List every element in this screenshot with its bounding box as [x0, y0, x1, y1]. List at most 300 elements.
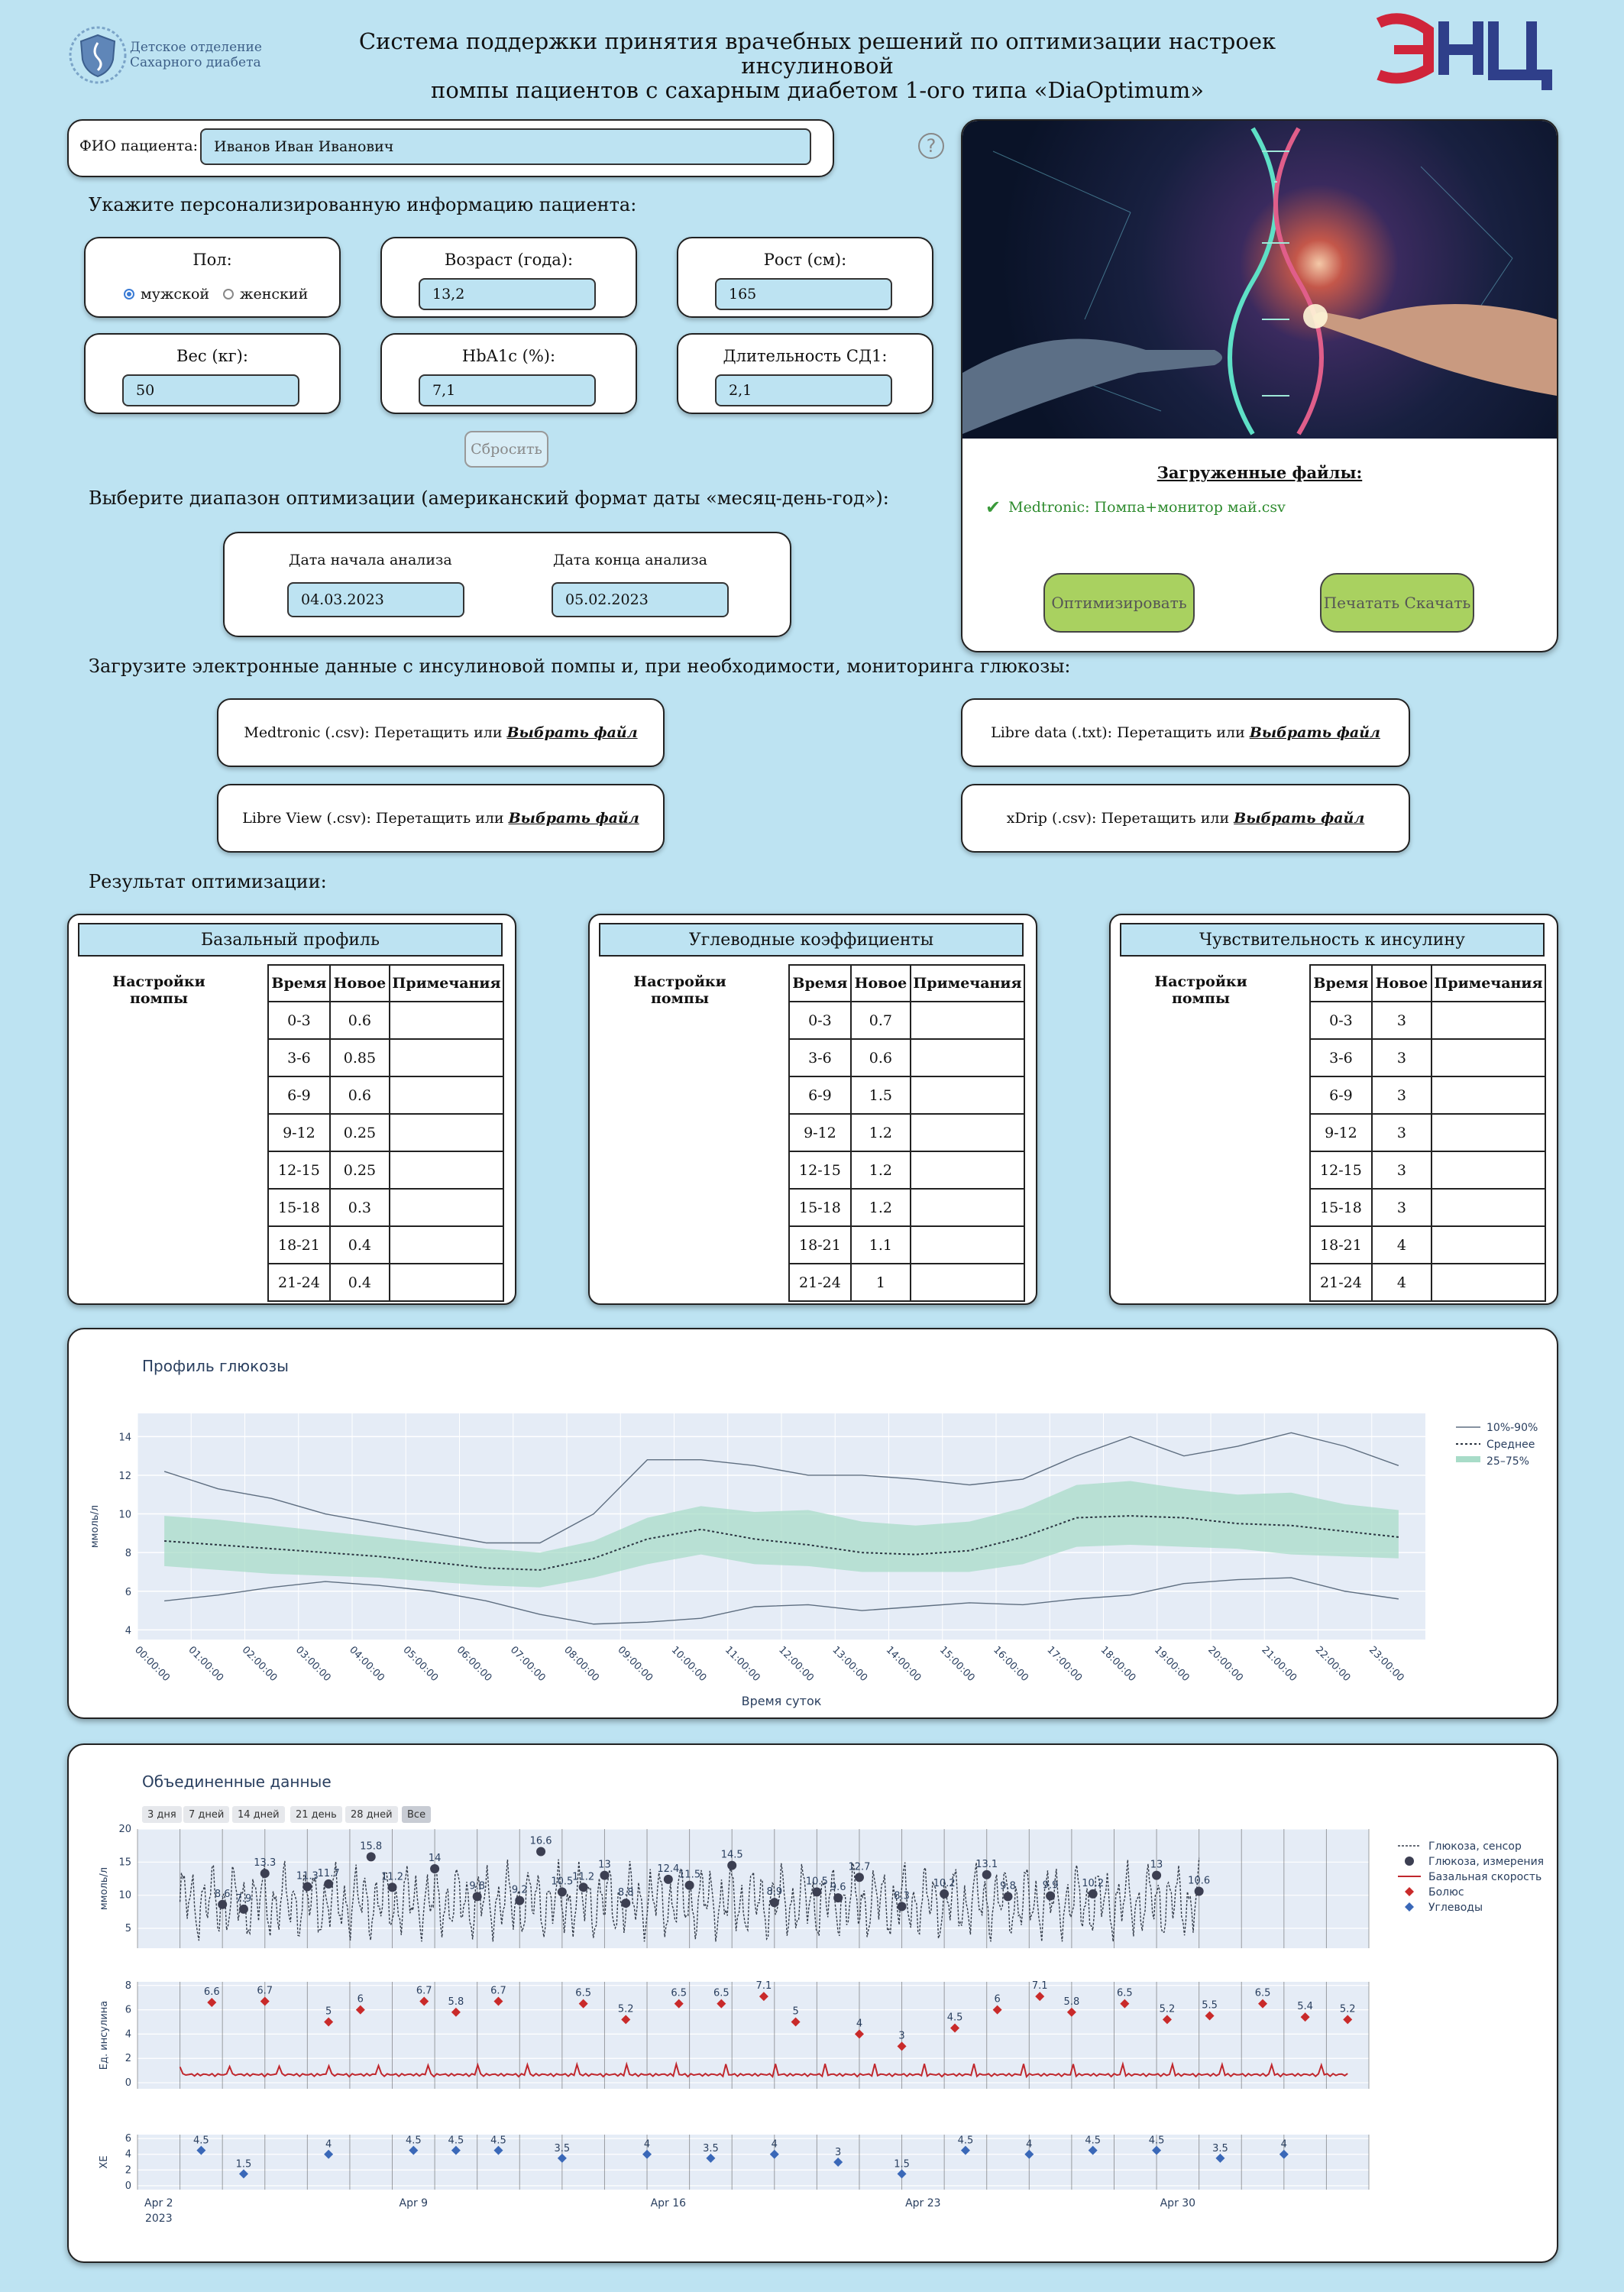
range-button[interactable]: 7 дней: [183, 1806, 229, 1823]
y-tick-label: 10: [118, 1509, 131, 1521]
carb-value-label: 1.5: [894, 2158, 910, 2171]
glucose-measurement-point: [515, 1896, 524, 1905]
bolus-value-label: 6.5: [1117, 1987, 1133, 1999]
result-title-carb: Углеводные коэффициенты: [599, 923, 1024, 957]
table-cell: 12-15: [789, 1151, 851, 1189]
x-tick-label: 21:00:00: [1259, 1644, 1299, 1685]
legend-label: Глюкоза, сенсор: [1428, 1840, 1522, 1853]
x-tick-label: 01:00:00: [186, 1644, 226, 1685]
glucose-value-label: 8.8: [617, 1887, 634, 1899]
table-cell: 3: [1372, 1039, 1432, 1076]
legend-label: Глюкоза, измерения: [1428, 1856, 1545, 1868]
bolus-value-label: 5.2: [617, 2003, 634, 2015]
table-cell: 1.1: [851, 1226, 911, 1264]
glucose-measurement-point: [685, 1881, 694, 1890]
carb-value-label: 4: [1026, 2138, 1033, 2151]
table-row: [268, 1151, 503, 1189]
bolus-value-label: 5.2: [1339, 2003, 1356, 2015]
bolus-value-label: 6.5: [671, 1987, 687, 1999]
enc-logo: [1371, 8, 1562, 92]
result-title-sens: Чувствительность к инсулину: [1120, 923, 1545, 957]
table-row: [268, 1076, 503, 1114]
y-tick-label: 6: [125, 1586, 131, 1598]
table-cell: [911, 1264, 1024, 1301]
age-box: [380, 237, 637, 318]
y-tick-label: 2: [125, 2164, 131, 2177]
legend-label: 10%-90%: [1487, 1422, 1538, 1434]
legend-swatch: [1405, 1857, 1414, 1866]
bolus-value-label: 5: [792, 2006, 799, 2018]
table-cell: 9-12: [268, 1114, 330, 1151]
glucose-value-label: 9.6: [830, 1882, 846, 1894]
end-date-input[interactable]: 05.02.2023: [552, 582, 729, 617]
x-tick-label: 18:00:00: [1098, 1644, 1138, 1685]
table-cell: [1432, 1226, 1545, 1264]
carb-value-label: 3: [835, 2147, 842, 2158]
glucose-value-label: 11.7: [317, 1867, 340, 1879]
y-axis-label: Ед. инсулина: [99, 2000, 110, 2070]
x-tick-label: 10:00:00: [668, 1644, 709, 1685]
table-cell: 6-9: [268, 1076, 330, 1114]
x-tick-label: 04:00:00: [347, 1644, 387, 1685]
bolus-value-label: 6.5: [1254, 1987, 1271, 1999]
table-cell: 0.7: [851, 1002, 911, 1039]
table-cell: 9-12: [1310, 1114, 1372, 1151]
y-tick-label: 5: [125, 1923, 131, 1934]
x-tick-label: 23:00:00: [1366, 1644, 1406, 1685]
dept-name: [130, 40, 262, 70]
upload-libre-view[interactable]: [217, 784, 665, 853]
files-panel: [961, 119, 1558, 652]
table-row: [1310, 1114, 1545, 1151]
table-row: [789, 1264, 1024, 1301]
range-box: [223, 532, 791, 637]
table-cell: 0.25: [330, 1114, 390, 1151]
choose-file-link[interactable]: Выбрать файл: [508, 810, 639, 827]
bolus-value-label: 3: [898, 2030, 905, 2042]
table-row: [789, 1189, 1024, 1226]
y-tick-label: 14: [118, 1432, 131, 1444]
end-date-label: Дата конца анализа: [553, 552, 707, 568]
table-cell: 6-9: [1310, 1076, 1372, 1114]
carb-value-label: 4.5: [448, 2135, 464, 2147]
table-row: [1310, 1002, 1545, 1039]
upload-medtronic[interactable]: [217, 698, 665, 767]
weight-box: [84, 333, 341, 414]
reset-button[interactable]: Сбросить: [464, 431, 548, 468]
dept-line2: Сахарного диабета: [130, 55, 261, 70]
hba1c-label: HbA1c (%):: [461, 347, 556, 365]
optimize-button[interactable]: Оптимизировать: [1043, 573, 1195, 633]
table-cell: [1432, 1189, 1545, 1226]
table-cell: [911, 1226, 1024, 1264]
range-button[interactable]: 28 дней: [345, 1806, 398, 1823]
hba1c-input[interactable]: 7,1: [419, 374, 596, 406]
table-cell: [911, 1189, 1024, 1226]
result-table-sens: [1309, 964, 1546, 1302]
x-tick-label: 02:00:00: [239, 1644, 280, 1685]
carb-value-label: 4.5: [490, 2135, 506, 2147]
drag-text: Перетащить или: [1101, 810, 1230, 827]
carb-value-label: 4: [643, 2138, 651, 2151]
glucose-measurement-point: [1195, 1886, 1204, 1895]
bolus-value-label: 5.5: [1202, 1999, 1218, 2012]
range-button[interactable]: 21 день: [290, 1806, 342, 1823]
glucose-value-label: 13: [1150, 1859, 1163, 1871]
y-tick-label: 8: [125, 1980, 131, 1992]
bolus-value-label: 6.7: [257, 1985, 273, 1997]
upload-title: Загрузите электронные данные с инсулиновой помпы и, при необходимости, мониторинга глюкозы:: [89, 656, 1071, 677]
table-cell: 15-18: [789, 1189, 851, 1226]
table-cell: 1.2: [851, 1151, 911, 1189]
y-tick-label: 6: [125, 2004, 131, 2016]
y-tick-label: 12: [118, 1470, 131, 1482]
patient-box: [67, 119, 834, 177]
table-cell: 21-24: [268, 1264, 330, 1301]
table-cell: 0.6: [851, 1039, 911, 1076]
y-tick-label: 15: [118, 1857, 131, 1869]
carb-value-label: 3.5: [1212, 2142, 1228, 2154]
glucose-measurement-point: [727, 1861, 736, 1870]
uploaded-file-name: Medtronic: Помпа+монитор май.csv: [1008, 499, 1286, 516]
glucose-value-label: 10.2: [933, 1877, 956, 1889]
upload-medtronic-label: Medtronic (.csv):: [244, 724, 370, 741]
table-cell: [1432, 1076, 1545, 1114]
column-header: Новое: [851, 965, 911, 1002]
table-row: [268, 1189, 503, 1226]
help-icon[interactable]: ?: [918, 133, 944, 159]
table-cell: [390, 1226, 503, 1264]
bolus-value-label: 6.5: [713, 1987, 730, 1999]
bolus-value-label: 5: [325, 2006, 332, 2018]
bolus-value-label: 5.2: [1159, 2003, 1176, 2015]
results-title: Результат оптимизации:: [89, 871, 327, 892]
table-cell: [1432, 1114, 1545, 1151]
x-tick-label: 19:00:00: [1151, 1644, 1192, 1685]
table-cell: 6-9: [789, 1076, 851, 1114]
bolus-value-label: 6.5: [575, 1987, 591, 1999]
table-cell: 3-6: [1310, 1039, 1372, 1076]
choose-file-link[interactable]: Выбрать файл: [1249, 724, 1380, 741]
carb-value-label: 4.5: [405, 2135, 422, 2147]
glucose-value-label: 10.6: [1188, 1875, 1211, 1887]
glucose-measurement-point: [600, 1871, 609, 1880]
table-row: [789, 1076, 1024, 1114]
shield-icon: [67, 24, 128, 86]
upload-libre-view-label: Libre View (.csv):: [242, 810, 371, 827]
table-cell: 3-6: [268, 1039, 330, 1076]
age-label: Возраст (года):: [444, 251, 574, 269]
x-tick-label: 16:00:00: [991, 1644, 1031, 1685]
range-button[interactable]: 14 дней: [232, 1806, 285, 1823]
carb-value-label: 4.5: [957, 2135, 974, 2147]
carb-value-label: 3.5: [703, 2142, 719, 2154]
glucose-measurement-point: [579, 1882, 588, 1892]
x-tick-label: 12:00:00: [776, 1644, 817, 1685]
pump-settings-label: Настройки помпы: [1154, 973, 1247, 1007]
table-row: [1310, 1264, 1545, 1301]
glucose-measurement-point: [621, 1899, 630, 1908]
glucose-measurement-point: [1004, 1892, 1013, 1901]
bolus-value-label: 7.1: [1031, 1980, 1048, 1993]
range-title: Выберите диапазон оптимизации (американский формат даты «месяц-день-год»):: [89, 487, 889, 509]
sex-box: [84, 237, 341, 318]
table-cell: 0.3: [330, 1189, 390, 1226]
glucose-profile-chart: [67, 1328, 1555, 1716]
carb-value-label: 4.5: [1148, 2135, 1165, 2147]
legend-label: Среднее: [1487, 1439, 1535, 1451]
combined-title: Объединенные данные: [142, 1772, 332, 1791]
duration-input[interactable]: 2,1: [715, 374, 892, 406]
table-cell: 3: [1372, 1114, 1432, 1151]
carb-value-label: 4.5: [193, 2135, 209, 2147]
table-cell: 0.4: [330, 1264, 390, 1301]
table-cell: 15-18: [268, 1189, 330, 1226]
result-table-basal: [267, 964, 504, 1302]
drag-text: Перетащить или: [374, 724, 503, 741]
table-cell: 9-12: [789, 1114, 851, 1151]
y-tick-label: 4: [125, 2148, 131, 2161]
table-row: [268, 1114, 503, 1151]
glucose-value-label: 11.2: [381, 1871, 403, 1883]
pump-settings-label: Настройки помпы: [112, 973, 205, 1007]
bolus-value-label: 4: [856, 2018, 863, 2030]
carb-value-label: 4.5: [1085, 2135, 1102, 2147]
sex-female-radio[interactable]: [223, 286, 308, 303]
range-button[interactable]: Все: [402, 1806, 431, 1823]
glucose-measurement-point: [324, 1879, 333, 1889]
glucose-measurement-point: [982, 1870, 992, 1879]
y-tick-label: 10: [118, 1889, 131, 1902]
legend-swatch: [1405, 1902, 1414, 1912]
glucose-measurement-point: [664, 1875, 673, 1884]
result-title-basal: Базальный профиль: [78, 923, 503, 957]
result-table-carb: [788, 964, 1025, 1302]
table-cell: [911, 1039, 1024, 1076]
table-row: [268, 1039, 503, 1076]
bolus-value-label: 5.8: [448, 1996, 464, 2008]
bolus-value-label: 6.7: [490, 1985, 506, 1997]
table-cell: [390, 1039, 503, 1076]
x-tick-label: 13:00:00: [830, 1644, 870, 1685]
x-tick-label: Apr 23: [905, 2197, 941, 2209]
carb-value-label: 4: [325, 2138, 332, 2151]
table-cell: [390, 1076, 503, 1114]
personal-title: Укажите персонализированную информацию пациента:: [89, 194, 637, 215]
table-cell: 3: [1372, 1076, 1432, 1114]
x-tick-label: 20:00:00: [1205, 1644, 1246, 1685]
legend-swatch: [1405, 1887, 1414, 1896]
x-tick-label: Apr 2: [144, 2197, 173, 2209]
weight-label: Вес (кг):: [176, 347, 248, 365]
glucose-measurement-point: [855, 1873, 864, 1882]
x-tick-label: 00:00:00: [132, 1644, 173, 1685]
glucose-value-label: 14.5: [720, 1849, 743, 1861]
glucose-measurement-point: [1152, 1871, 1161, 1880]
table-cell: [1432, 1151, 1545, 1189]
y-tick-label: 20: [118, 1824, 131, 1835]
glucose-value-label: 14: [428, 1853, 442, 1864]
table-cell: 18-21: [268, 1226, 330, 1264]
x-tick-label: 14:00:00: [883, 1644, 924, 1685]
table-cell: 18-21: [789, 1226, 851, 1264]
column-header: Новое: [1372, 965, 1432, 1002]
table-cell: [911, 1151, 1024, 1189]
hba1c-box: [380, 333, 637, 414]
table-cell: 12-15: [268, 1151, 330, 1189]
glucose-measurement-point: [367, 1852, 376, 1861]
table-cell: [1432, 1002, 1545, 1039]
hero-image: [962, 121, 1557, 439]
table-cell: [390, 1114, 503, 1151]
glucose-value-label: 12.7: [848, 1861, 871, 1873]
glucose-measurement-point: [430, 1864, 439, 1873]
table-row: [268, 1002, 503, 1039]
table-cell: 21-24: [1310, 1264, 1372, 1301]
height-label: Рост (см):: [763, 251, 847, 269]
carb-value-label: 1.5: [235, 2158, 252, 2171]
table-cell: 21-24: [789, 1264, 851, 1301]
drag-text: Перетащить или: [1117, 724, 1245, 741]
upload-xdrip[interactable]: [961, 784, 1410, 853]
table-row: [789, 1039, 1024, 1076]
glucose-value-label: 8.9: [766, 1886, 783, 1899]
table-cell: [911, 1076, 1024, 1114]
glucose-value-label: 9.8: [1000, 1880, 1016, 1892]
upload-xdrip-label: xDrip (.csv):: [1006, 810, 1097, 827]
bolus-value-label: 6: [357, 1993, 364, 2006]
bolus-value-label: 4.5: [946, 2012, 963, 2024]
table-cell: 0.6: [330, 1002, 390, 1039]
glucose-value-label: 10.5: [805, 1876, 828, 1888]
carb-value-label: 4: [1280, 2138, 1287, 2151]
glucose-value-label: 8.3: [894, 1890, 910, 1902]
table-cell: [390, 1264, 503, 1301]
table-cell: 4: [1372, 1264, 1432, 1301]
glucose-measurement-point: [302, 1882, 312, 1891]
table-cell: 1.2: [851, 1114, 911, 1151]
bolus-value-label: 6.7: [416, 1985, 432, 1997]
x-tick-label: 07:00:00: [507, 1644, 548, 1685]
table-cell: 3: [1372, 1151, 1432, 1189]
radio-unchecked-icon: [223, 289, 234, 299]
x-tick-label: Apr 16: [650, 2197, 687, 2209]
glucose-value-label: 8.6: [214, 1888, 231, 1900]
x-axis-label: Время суток: [741, 1694, 822, 1708]
height-input[interactable]: 165: [715, 278, 892, 310]
x-tick-label: 17:00:00: [1044, 1644, 1085, 1685]
glucose-measurement-point: [1089, 1889, 1098, 1899]
glucose-measurement-point: [260, 1869, 270, 1878]
glucose-measurement-point: [536, 1847, 545, 1856]
x-tick-label: Apr 9: [399, 2197, 429, 2209]
column-header: Время: [1310, 965, 1372, 1002]
table-cell: [911, 1002, 1024, 1039]
sex-male-label: мужской: [141, 286, 210, 303]
print-download-button[interactable]: Печатать Скачать: [1320, 573, 1474, 633]
y-axis-label: ХЕ: [99, 2155, 110, 2169]
table-row: [268, 1226, 503, 1264]
dna-hands-icon: [962, 121, 1557, 439]
glucose-value-label: 9.8: [469, 1880, 486, 1892]
table-row: [1310, 1151, 1545, 1189]
glucose-measurement-point: [558, 1887, 567, 1896]
x-tick-label: 15:00:00: [937, 1644, 977, 1685]
column-header: Время: [789, 965, 851, 1002]
table-cell: 0-3: [268, 1002, 330, 1039]
glucose-measurement-point: [388, 1882, 397, 1892]
x-tick-label: 03:00:00: [293, 1644, 333, 1685]
x-tick-label: 05:00:00: [400, 1644, 441, 1685]
plot-area-carbs: [137, 2135, 1369, 2190]
age-input[interactable]: 13,2: [419, 278, 596, 310]
title-line1: Система поддержки принятия врачебных решений по оптимизации настроек инсулиновой: [358, 28, 1276, 79]
y-tick-label: 8: [125, 1548, 131, 1560]
uploaded-file-item: [985, 497, 1286, 518]
y-tick-label: 4: [125, 2028, 131, 2041]
table-row: [789, 1114, 1024, 1151]
glucose-value-label: 9.2: [511, 1884, 528, 1896]
patient-name-input[interactable]: Иванов Иван Иванович: [200, 128, 811, 165]
plot-area-glucose: [137, 1829, 1369, 1948]
x-tick-label: 09:00:00: [615, 1644, 655, 1685]
y-tick-label: 6: [125, 2133, 131, 2145]
bolus-value-label: 7.1: [755, 1980, 772, 1993]
legend-swatch: [1456, 1456, 1480, 1462]
table-cell: 12-15: [1310, 1151, 1372, 1189]
glucose-measurement-point: [833, 1893, 843, 1902]
table-cell: 1.2: [851, 1189, 911, 1226]
table-row: [1310, 1039, 1545, 1076]
glucose-value-label: 16.6: [529, 1835, 552, 1847]
bolus-value-label: 6.6: [203, 1986, 220, 1999]
glucose-value-label: 13.3: [254, 1857, 277, 1870]
glucose-measurement-point: [812, 1887, 821, 1896]
table-cell: 3: [1372, 1002, 1432, 1039]
table-cell: [911, 1114, 1024, 1151]
sex-male-radio[interactable]: [124, 286, 209, 303]
y-tick-label: 0: [125, 2180, 131, 2192]
x-tick-label: 22:00:00: [1312, 1644, 1353, 1685]
plot-area-bolus: [137, 1982, 1369, 2089]
choose-file-link[interactable]: Выбрать файл: [506, 724, 638, 741]
range-button[interactable]: 3 дня: [142, 1806, 182, 1823]
drag-text: Перетащить или: [375, 810, 504, 827]
legend-label: Базальная скорость: [1428, 1871, 1542, 1883]
glucose-value-label: 11.2: [572, 1871, 595, 1883]
title-line2: помпы пациентов с сахарным диабетом 1-ого типа «DiaOptimum»: [431, 77, 1204, 103]
glucose-value-label: 7.9: [235, 1892, 252, 1905]
table-cell: 4: [1372, 1226, 1432, 1264]
glucose-value-label: 9.9: [1042, 1879, 1059, 1892]
duration-box: [677, 333, 933, 414]
y-tick-label: 2: [125, 2053, 131, 2065]
column-header: Примечания: [390, 965, 503, 1002]
table-row: [1310, 1226, 1545, 1264]
glucose-value-label: 10.5: [551, 1876, 574, 1888]
start-date-input[interactable]: 04.03.2023: [287, 582, 464, 617]
x-year-label: 2023: [144, 2213, 173, 2225]
dept-logo: [67, 24, 128, 86]
table-cell: [390, 1151, 503, 1189]
upload-libre-data[interactable]: [961, 698, 1410, 767]
choose-file-link[interactable]: Выбрать файл: [1234, 810, 1365, 827]
table-row: [268, 1264, 503, 1301]
sex-female-label: женский: [240, 286, 309, 303]
glucose-value-label: 13: [598, 1859, 611, 1871]
weight-input[interactable]: 50: [122, 374, 299, 406]
glucose-value-label: 15.8: [360, 1840, 383, 1853]
